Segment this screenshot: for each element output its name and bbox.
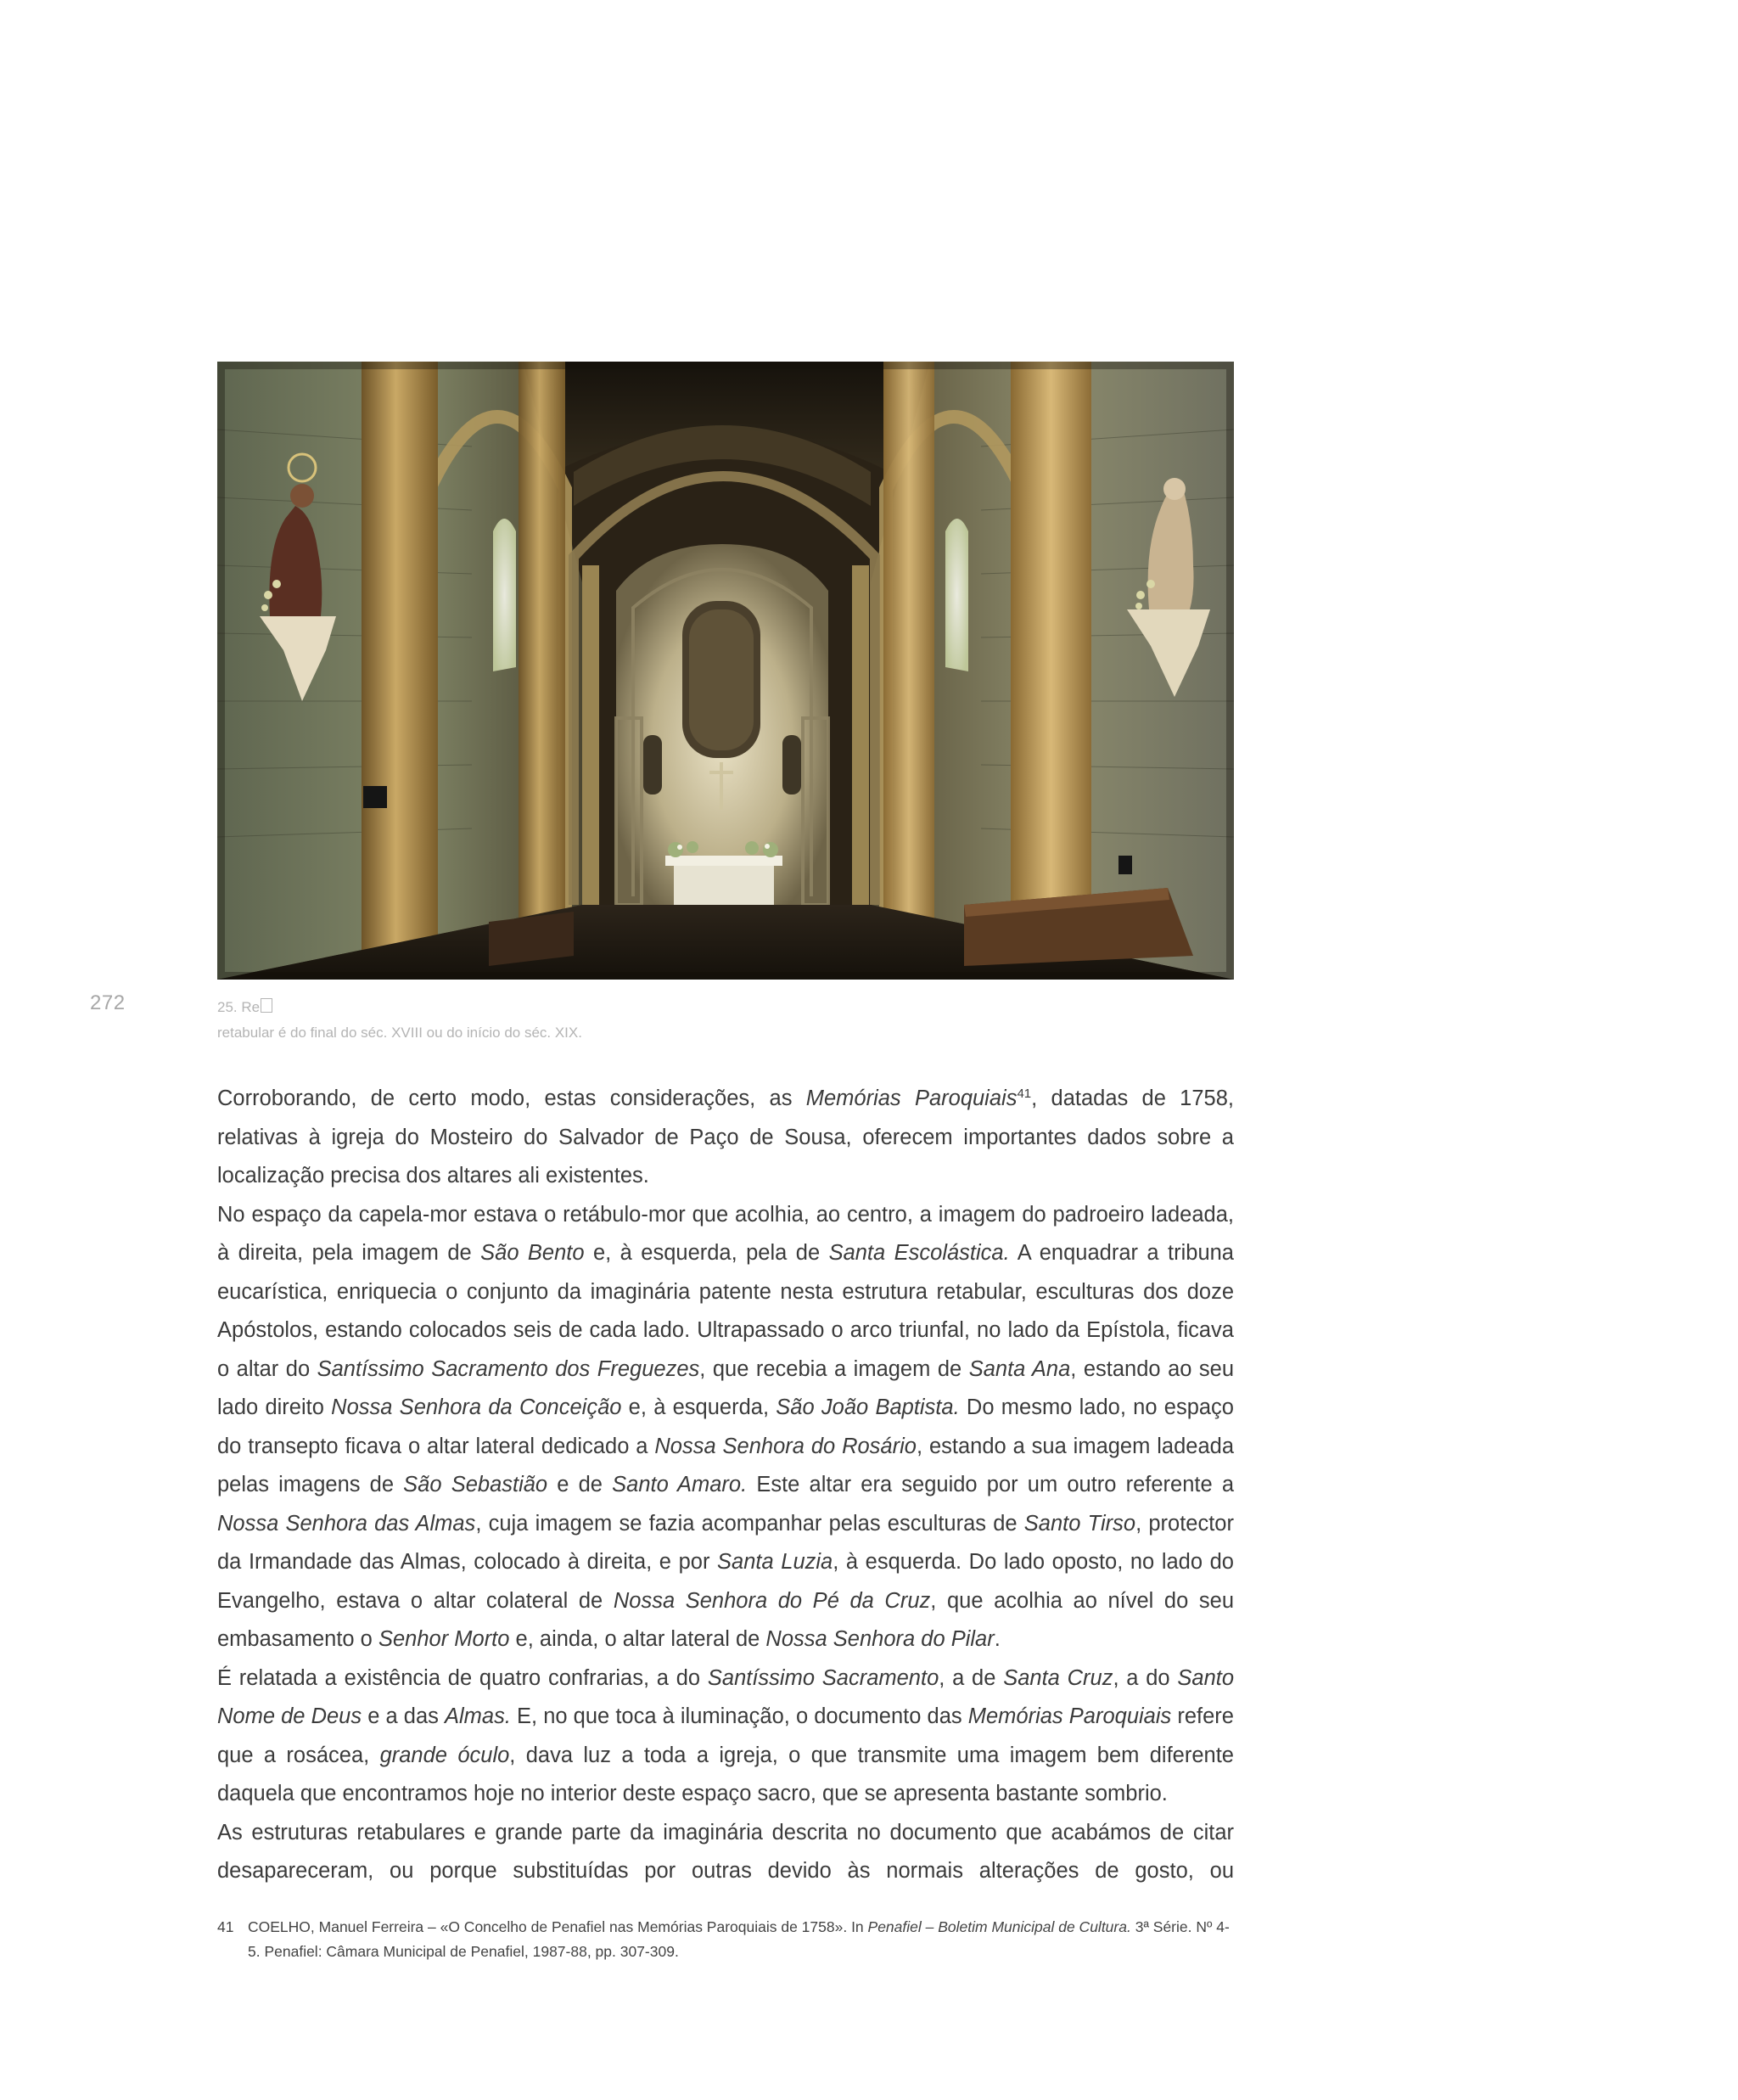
text-run: Corroborando, de certo modo, estas considerações, as: [217, 1086, 806, 1110]
emphasis: São Bento: [480, 1241, 585, 1265]
caption-line-1: [217, 995, 1234, 1020]
figure-caption: [217, 995, 1234, 1046]
text-run: Do mesmo lado, no espaço do transepto ficava o altar lateral dedicado a: [217, 1395, 1234, 1458]
emphasis: Santíssimo Sacramento: [707, 1665, 939, 1690]
body-text: [217, 1080, 1234, 1891]
text-run: E, no que toca à iluminação, o documento das: [510, 1704, 968, 1728]
text-run: e a das: [362, 1704, 445, 1728]
text-run: 3ª Série. Nº 4-5. Penafiel: Câmara Municipal de Penafiel, 1987-88, pp. 307-309.: [248, 1918, 1230, 1960]
text-run: As estruturas retabulares e grande parte da imaginária descrita no documento que acabámos de citar desapareceram, ou porque substituídas por outras devido às normais alterações de gosto, ou: [217, 1820, 1234, 1883]
text-run: refere que a rosácea,: [217, 1704, 1234, 1767]
text-run: , dava luz a toda a igreja, o que transmite uma imagem bem diferente daquela que encontramos hoje no interior deste espaço sacro, que se apresenta bastante sombrio.: [217, 1743, 1234, 1805]
emphasis: Memórias Paroquiais: [805, 1086, 1018, 1110]
emphasis: Santa Escolástica.: [828, 1241, 1010, 1265]
text-run: No espaço da capela-mor estava o retábulo-mor que acolhia, ao centro, a imagem do padroeiro ladeada, à direita, pela imagem de: [217, 1202, 1234, 1265]
emphasis: Santíssimo Sacramento dos Freguezes: [317, 1356, 700, 1381]
text-run: A enquadrar a tribuna eucarística, enriquecia o conjunto da imaginária patente nesta estrutura retabular, esculturas dos doze Apóstolos, estando colocados seis de cada lado. Ultrapassado o arco triunfal, no lado da Epístola, ficava o altar do: [217, 1241, 1234, 1381]
emphasis: São Sebastião: [403, 1473, 548, 1496]
emphasis: Nossa Senhora do Pilar: [765, 1627, 995, 1651]
text-run: .: [994, 1627, 1001, 1651]
emphasis: Santa Ana: [968, 1356, 1071, 1381]
footnote-reference[interactable]: 41: [1017, 1086, 1032, 1101]
emphasis: Penafiel – Boletim Municipal de Cultura.: [867, 1918, 1131, 1935]
emphasis: Santo Nome de Deus: [217, 1665, 1235, 1728]
emphasis: grande óculo: [379, 1743, 510, 1767]
emphasis: Nossa Senhora do Rosário: [654, 1434, 917, 1458]
footnote-text: [248, 1915, 1234, 1964]
footnote: [217, 1915, 1234, 1964]
emphasis: Nossa Senhora das Almas: [217, 1511, 476, 1536]
text-run: , protector da Irmandade das Almas, colocado à direita, e por: [217, 1511, 1234, 1574]
text-run: , cuja imagem se fazia acompanhar pelas esculturas de: [475, 1511, 1024, 1536]
text-run: e, ainda, o altar lateral de: [509, 1627, 766, 1651]
paragraph-2: [217, 1196, 1234, 1659]
emphasis: Senhor Morto: [378, 1627, 510, 1651]
footnote-number: 41: [217, 1918, 234, 1935]
text-run: , estando a sua imagem ladeada pelas imagens de: [217, 1434, 1235, 1496]
text-run: , a de: [939, 1665, 1004, 1690]
paragraph-1: [217, 1080, 1234, 1196]
text-run: e de: [547, 1473, 613, 1496]
emphasis: Santa Luzia: [717, 1550, 833, 1574]
missing-glyph-icon: [261, 998, 272, 1013]
caption-prefix: 25. Re: [217, 999, 261, 1015]
text-run: e, à esquerda,: [621, 1395, 776, 1419]
text-run: , que acolhia ao nível do seu embasamento o: [217, 1588, 1234, 1651]
emphasis: Santa Cruz: [1003, 1665, 1113, 1690]
emphasis: São João Baptista.: [776, 1395, 960, 1419]
paragraph-3: [217, 1659, 1234, 1814]
caption-line-2: retabular é do final do séc. XVIII ou do início do séc. XIX.: [217, 1025, 582, 1041]
text-run: COELHO, Manuel Ferreira – «O Concelho de Penafiel nas Memórias Paroquiais de 1758». In: [248, 1918, 868, 1935]
emphasis: Almas.: [444, 1704, 511, 1728]
emphasis: Nossa Senhora do Pé da Cruz: [613, 1588, 931, 1613]
paragraph-4: [217, 1814, 1234, 1891]
text-run: , estando ao seu lado direito: [217, 1356, 1235, 1419]
church-interior-photo: [217, 362, 1234, 980]
page-number: 272: [90, 991, 126, 1014]
church-nave-illustration: [217, 362, 1234, 980]
emphasis: Santo Tirso: [1023, 1511, 1136, 1536]
text-run: , que recebia a imagem de: [699, 1356, 969, 1381]
text-run: , datadas de 1758, relativas à igreja do Mosteiro do Salvador de Paço de Sousa, oferecem importantes dados sobre a localização precisa dos altares ali existentes.: [217, 1086, 1234, 1188]
text-run: e, à esquerda, pela de: [584, 1241, 829, 1265]
text-run: , à esquerda. Do lado oposto, no lado do Evangelho, estava o altar colateral de: [217, 1550, 1234, 1613]
text-run: É relatada a existência de quatro confrarias, a do: [217, 1665, 708, 1690]
emphasis: Nossa Senhora da Conceição: [331, 1395, 622, 1419]
text-run: , a do: [1113, 1665, 1178, 1690]
text-run: Este altar era seguido por um outro referente a: [747, 1473, 1235, 1496]
emphasis: Santo Amaro.: [612, 1473, 748, 1496]
emphasis: Memórias Paroquiais: [967, 1704, 1172, 1728]
